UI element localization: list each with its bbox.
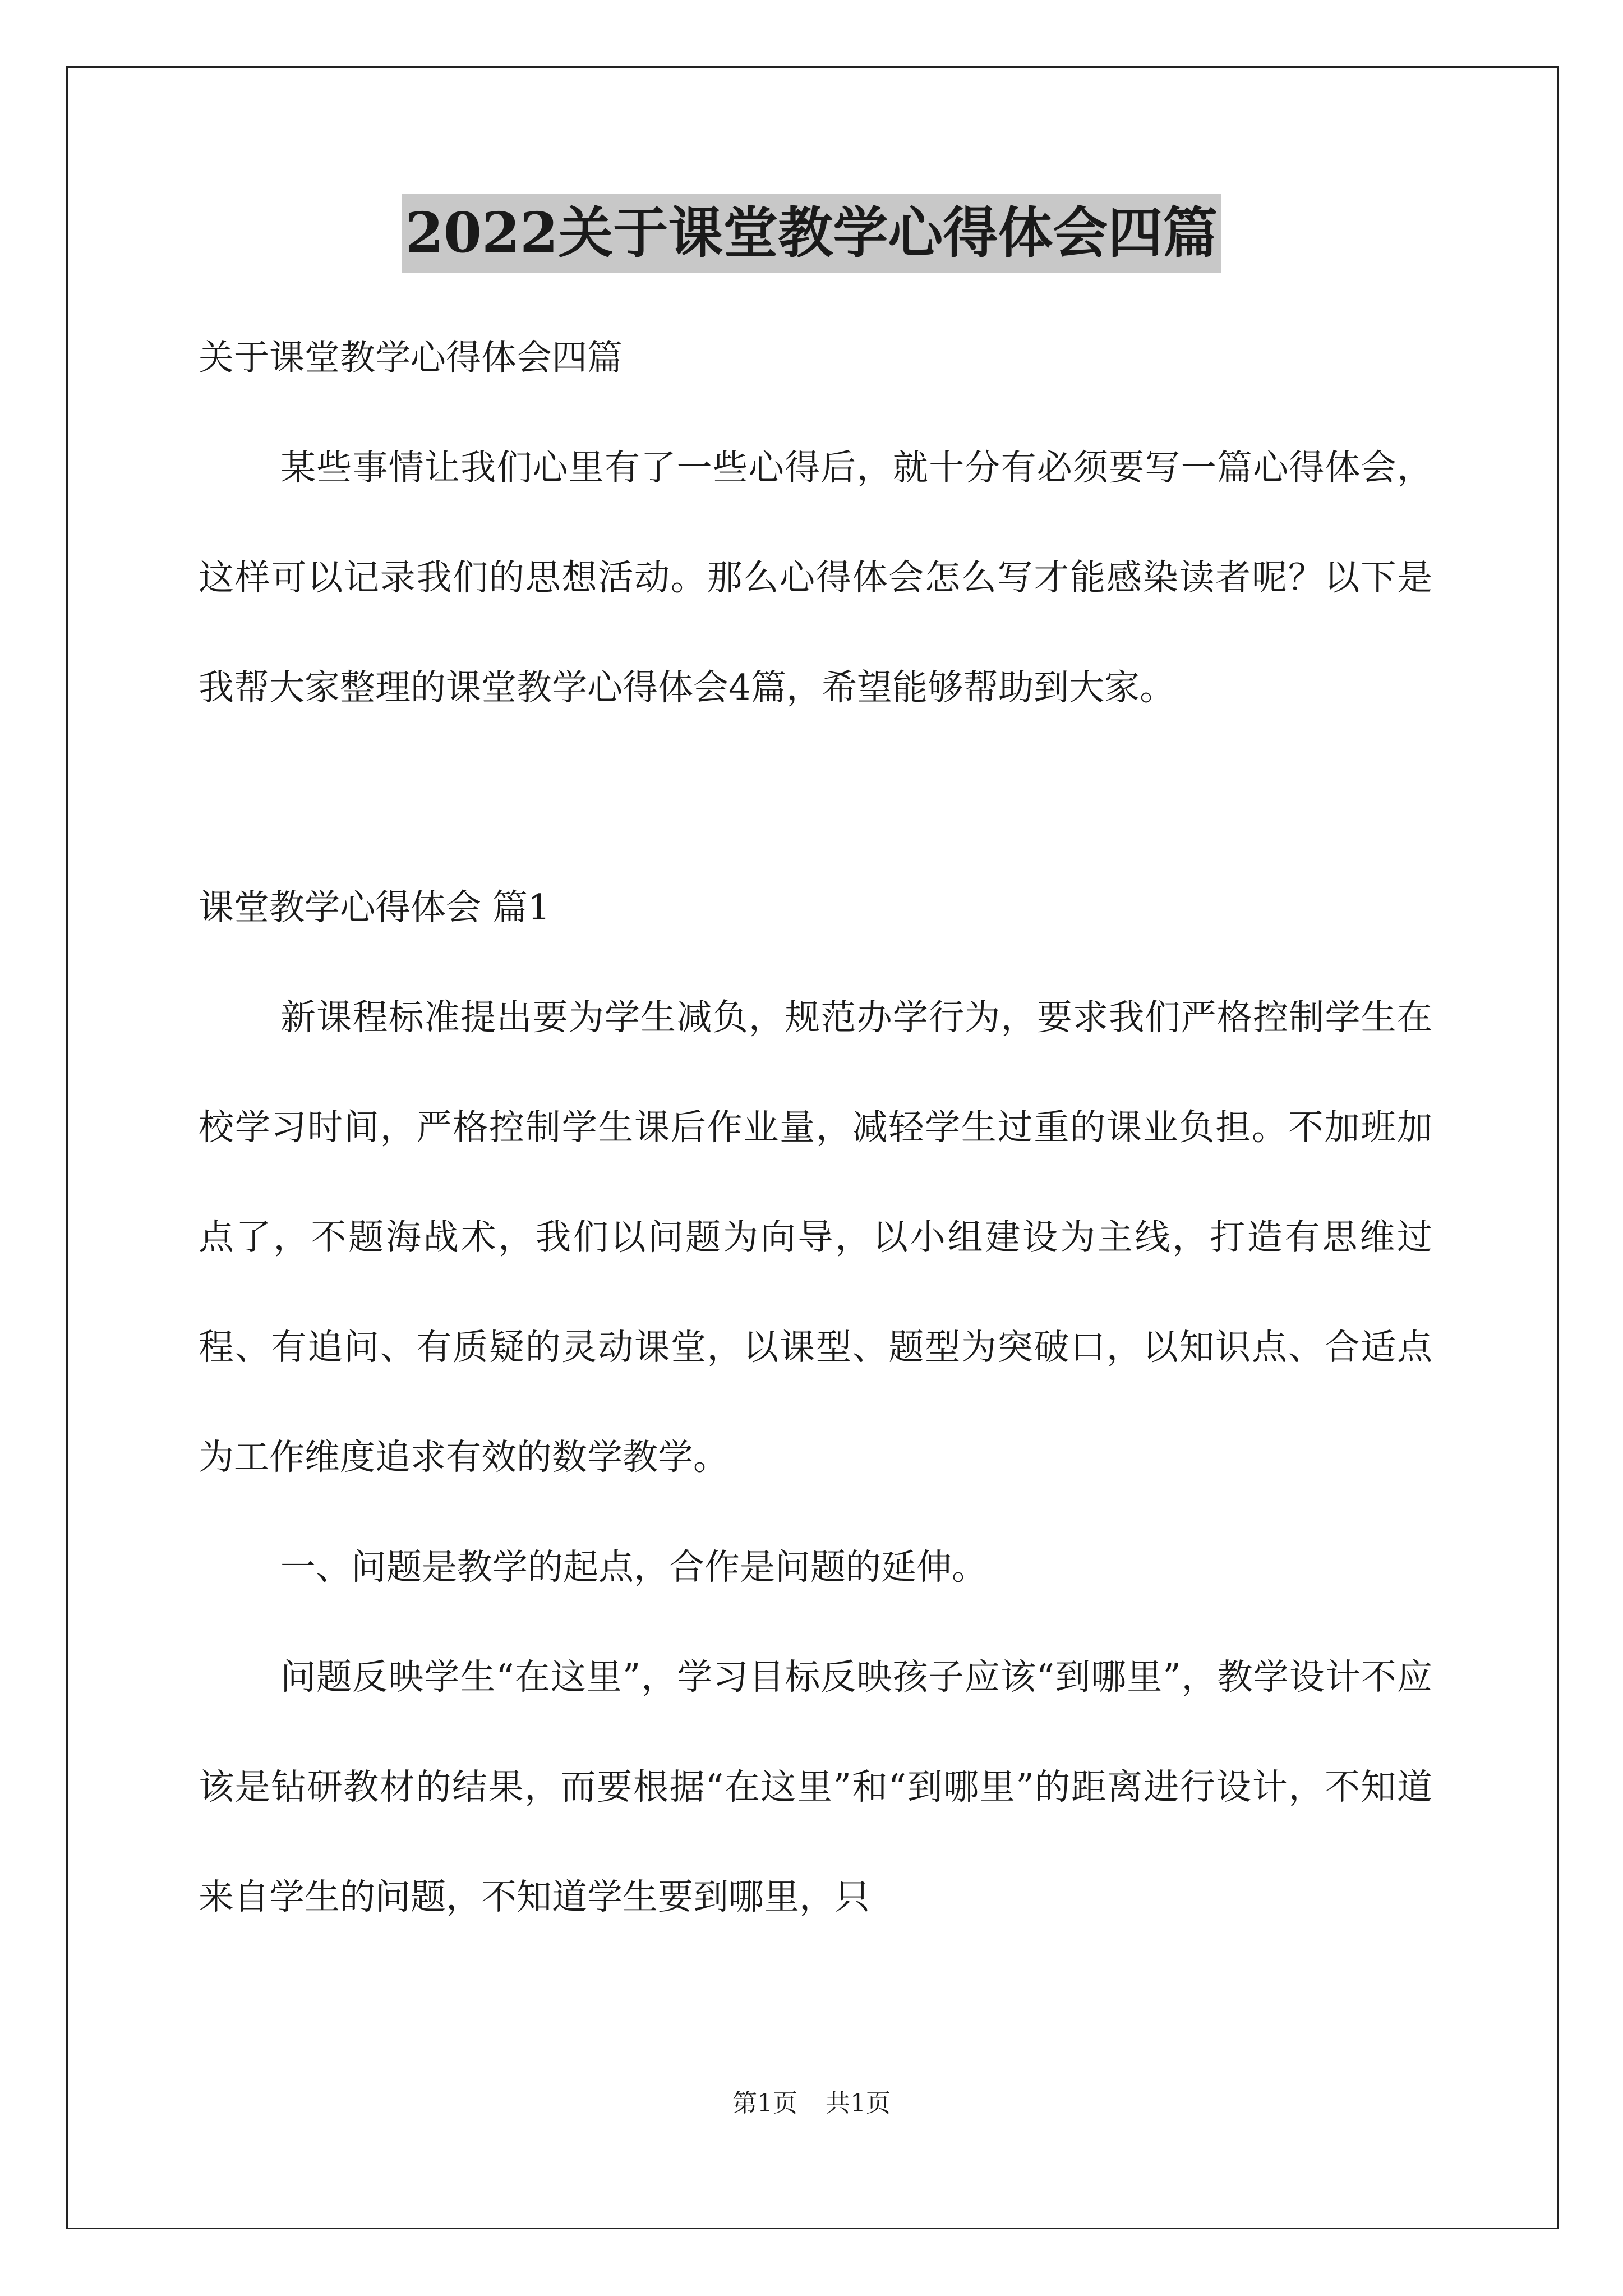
subtitle-paragraph: 关于课堂教学心得体会四篇 xyxy=(199,337,623,378)
document-body xyxy=(199,303,1432,1952)
body-paragraph: 问题反映学生“在这里”，学习目标反映孩子应该“到哪里”，教学设计不应该是钻研教材的结果，而要根据“在这里”和“到哪里”的距离进行设计，不知道来自学生的问题，不知道学生要到哪里，只 xyxy=(199,1657,1432,1917)
page-footer xyxy=(0,2087,1623,2120)
body-paragraph: 新课程标准提出要为学生减负，规范办学行为，要求我们严格控制学生在校学习时间，严格控制学生课后作业量，减轻学生过重的课业负担。不加班加点了，不题海战术，我们以问题为向导，以小组建设为主线，打造有思维过程、有追问、有质疑的灵动课堂，以课型、题型为突破口，以知识点、合适点为工作维度追求有效的数学教学。 xyxy=(199,997,1432,1478)
section-heading: 课堂教学心得体会 篇1 xyxy=(199,887,551,928)
document-title xyxy=(0,194,1623,273)
page-number: 第1页 xyxy=(732,2089,797,2118)
title-text: 2022关于课堂教学心得体会四篇 xyxy=(402,194,1221,273)
intro-paragraph: 某些事情让我们心里有了一些心得后，就十分有必须要写一篇心得体会，这样可以记录我们的思想活动。那么心得体会怎么写才能感染读者呢？以下是我帮大家整理的课堂教学心得体会4篇，希望能够帮助到大家。 xyxy=(199,447,1432,708)
page-total: 共1页 xyxy=(826,2089,891,2118)
point-heading: 一、问题是教学的起点，合作是问题的延伸。 xyxy=(280,1547,987,1588)
